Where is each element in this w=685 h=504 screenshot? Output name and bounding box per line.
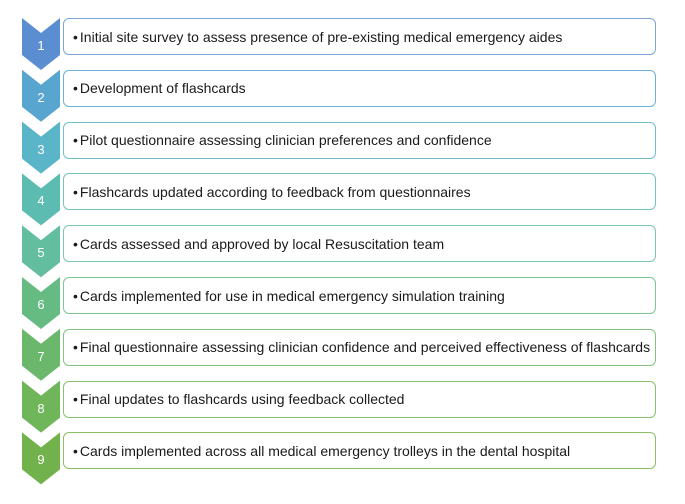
bullet-icon: • <box>73 80 78 97</box>
bullet-icon: • <box>73 339 78 356</box>
bullet-icon: • <box>73 132 78 149</box>
bullet-icon: • <box>73 235 78 252</box>
step-number: 8 <box>37 400 45 416</box>
bullet-icon: • <box>73 28 78 45</box>
bullet-icon: • <box>73 442 78 459</box>
step-text: Flashcards updated according to feedback from questionnaires <box>79 183 471 200</box>
step-text: Cards assessed and approved by local Resuscitation team <box>79 235 445 252</box>
step-box-4 <box>63 173 656 210</box>
step-box-9 <box>63 432 656 469</box>
step-box-1 <box>63 18 656 55</box>
step-text: Final questionnaire assessing clinician confidence and perceived effectiveness of flashcards <box>79 339 651 356</box>
step-box-7 <box>63 329 656 366</box>
step-text: Final updates to flashcards using feedback collected <box>79 391 405 408</box>
step-number: 6 <box>37 297 45 312</box>
step-text: Cards implemented for use in medical emergency simulation training <box>79 287 505 304</box>
step-box-3 <box>63 122 656 159</box>
step-number: 2 <box>37 89 45 105</box>
step-text: Cards implemented across all medical emergency trolleys in the dental hospital <box>79 442 571 459</box>
step-number: 5 <box>37 245 45 261</box>
step-number: 3 <box>37 141 45 157</box>
step-number: 4 <box>37 193 45 209</box>
step-text: Pilot questionnaire assessing clinician preferences and confidence <box>79 132 492 149</box>
bullet-icon: • <box>73 391 78 408</box>
bullet-icon: • <box>73 287 78 304</box>
step-text: Initial site survey to assess presence of pre-existing medical emergency aides <box>79 28 563 45</box>
step-text: Development of flashcards <box>79 80 246 97</box>
bullet-icon: • <box>73 183 78 200</box>
step-number: 9 <box>37 452 45 468</box>
step-number: 1 <box>37 38 45 53</box>
step-box-6 <box>63 277 656 314</box>
step-box-5 <box>63 225 656 262</box>
step-box-2 <box>63 70 656 107</box>
step-number: 7 <box>37 348 45 364</box>
step-box-8 <box>63 381 656 418</box>
